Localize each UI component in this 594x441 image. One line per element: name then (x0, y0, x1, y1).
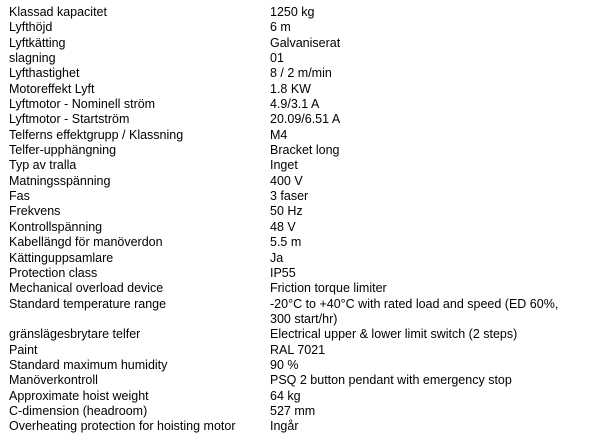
spec-row (0, 404, 594, 419)
spec-key: Lyfthöjd (9, 20, 53, 35)
spec-key: Kabellängd för manöverdon (9, 235, 163, 250)
spec-row (0, 97, 594, 112)
spec-value-line: 90 % (270, 357, 299, 372)
spec-value-line: Ja (270, 250, 284, 265)
spec-value-line: Inget (270, 158, 298, 173)
spec-value (270, 419, 585, 434)
spec-value-line: 300 start/hr) (270, 311, 338, 326)
spec-key: Overheating protection for hoisting motor (9, 419, 236, 434)
spec-value-line: 1250 kg (270, 5, 315, 19)
spec-key: slagning (9, 51, 56, 66)
spec-value-line: -20°C to +40°C with rated load and speed (ED 60%, (270, 296, 559, 311)
spec-value-line: Galvaniserat (270, 35, 341, 50)
spec-key: Mechanical overload device (9, 281, 164, 296)
spec-value (270, 51, 585, 66)
spec-row (0, 343, 594, 358)
spec-row (0, 297, 594, 328)
spec-value (270, 112, 585, 127)
spec-value (270, 158, 585, 173)
spec-value (270, 343, 585, 358)
spec-value-line: M4 (270, 127, 288, 142)
spec-value (270, 128, 585, 143)
spec-value-line: 50 Hz (270, 204, 303, 219)
spec-key: Lyfthastighet (9, 66, 80, 81)
spec-value (270, 358, 585, 373)
spec-value-line: RAL 7021 (270, 342, 326, 357)
spec-value-line: Friction torque limiter (270, 281, 387, 296)
spec-value (270, 281, 585, 296)
spec-value (270, 404, 585, 419)
spec-row (0, 66, 594, 81)
spec-row (0, 419, 594, 434)
spec-value (270, 327, 585, 342)
spec-key: C-dimension (headroom) (9, 403, 148, 418)
spec-row (0, 20, 594, 35)
spec-row (0, 266, 594, 281)
spec-row (0, 189, 594, 204)
spec-row (0, 204, 594, 219)
spec-key: Fas (9, 189, 30, 204)
spec-key: Motoreffekt Lyft (9, 81, 95, 96)
spec-value-line: IP55 (270, 265, 296, 280)
spec-key: Standard maximum humidity (9, 357, 168, 372)
spec-key: Lyftmotor - Startström (9, 112, 130, 127)
spec-row (0, 220, 594, 235)
spec-value (270, 66, 585, 81)
spec-row (0, 143, 594, 158)
spec-row (0, 251, 594, 266)
spec-value (270, 97, 585, 112)
spec-value (270, 143, 585, 158)
spec-value-line: 527 mm (270, 403, 316, 418)
spec-value-line: 20.09/6.51 A (270, 112, 341, 127)
spec-value-line: 6 m (270, 20, 291, 35)
spec-value-line: 400 V (270, 173, 303, 188)
spec-key: Lyftmotor - Nominell ström (9, 97, 156, 112)
spec-row (0, 327, 594, 342)
spec-key: Paint (9, 342, 38, 357)
spec-row (0, 373, 594, 388)
spec-value-line: 01 (270, 51, 284, 66)
spec-row (0, 51, 594, 66)
spec-value-line: 1.8 KW (270, 81, 311, 96)
spec-value (270, 220, 585, 235)
spec-row (0, 235, 594, 250)
spec-value-line: Electrical upper & lower limit switch (2 steps) (270, 327, 518, 342)
spec-key: Standard temperature range (9, 296, 167, 311)
spec-value-line: 4.9/3.1 A (270, 97, 320, 112)
spec-key: Approximate hoist weight (9, 388, 149, 403)
spec-value (270, 82, 585, 97)
spec-row (0, 112, 594, 127)
spec-row (0, 389, 594, 404)
spec-row (0, 174, 594, 189)
spec-value (270, 389, 585, 404)
spec-value-line: 64 kg (270, 388, 301, 403)
spec-row (0, 5, 594, 20)
spec-row (0, 128, 594, 143)
spec-row (0, 158, 594, 173)
spec-key: Lyftkätting (9, 35, 66, 50)
spec-value (270, 20, 585, 35)
spec-value (270, 266, 585, 281)
spec-key: Matningsspänning (9, 173, 111, 188)
spec-key: Telferns effektgrupp / Klassning (9, 127, 184, 142)
spec-value (270, 5, 585, 20)
spec-key: Frekvens (9, 204, 61, 219)
spec-key: Protection class (9, 265, 98, 280)
spec-key: Telfer-upphängning (9, 143, 117, 158)
spec-key: Klassad kapacitet (9, 5, 107, 19)
spec-value (270, 251, 585, 266)
spec-value (270, 174, 585, 189)
spec-key: Manöverkontroll (9, 373, 98, 388)
spec-value (270, 373, 585, 388)
spec-key: Typ av tralla (9, 158, 77, 173)
spec-value-line: 8 / 2 m/min (270, 66, 332, 81)
spec-value (270, 297, 585, 328)
spec-row (0, 358, 594, 373)
spec-key: Kontrollspänning (9, 219, 103, 234)
spec-value-line: 3 faser (270, 189, 309, 204)
spec-row (0, 36, 594, 51)
spec-value-line: Ingår (270, 419, 299, 434)
spec-value (270, 235, 585, 250)
spec-value-line: 5.5 m (270, 235, 302, 250)
spec-value-line: 48 V (270, 219, 296, 234)
spec-value (270, 36, 585, 51)
spec-value (270, 204, 585, 219)
spec-row (0, 82, 594, 97)
spec-value-line: PSQ 2 button pendant with emergency stop (270, 373, 512, 388)
spec-key: Kättinguppsamlare (9, 250, 114, 265)
spec-value (270, 189, 585, 204)
spec-value-line: Bracket long (270, 143, 340, 158)
spec-row (0, 281, 594, 296)
spec-key: gränslägesbrytare telfer (9, 327, 141, 342)
